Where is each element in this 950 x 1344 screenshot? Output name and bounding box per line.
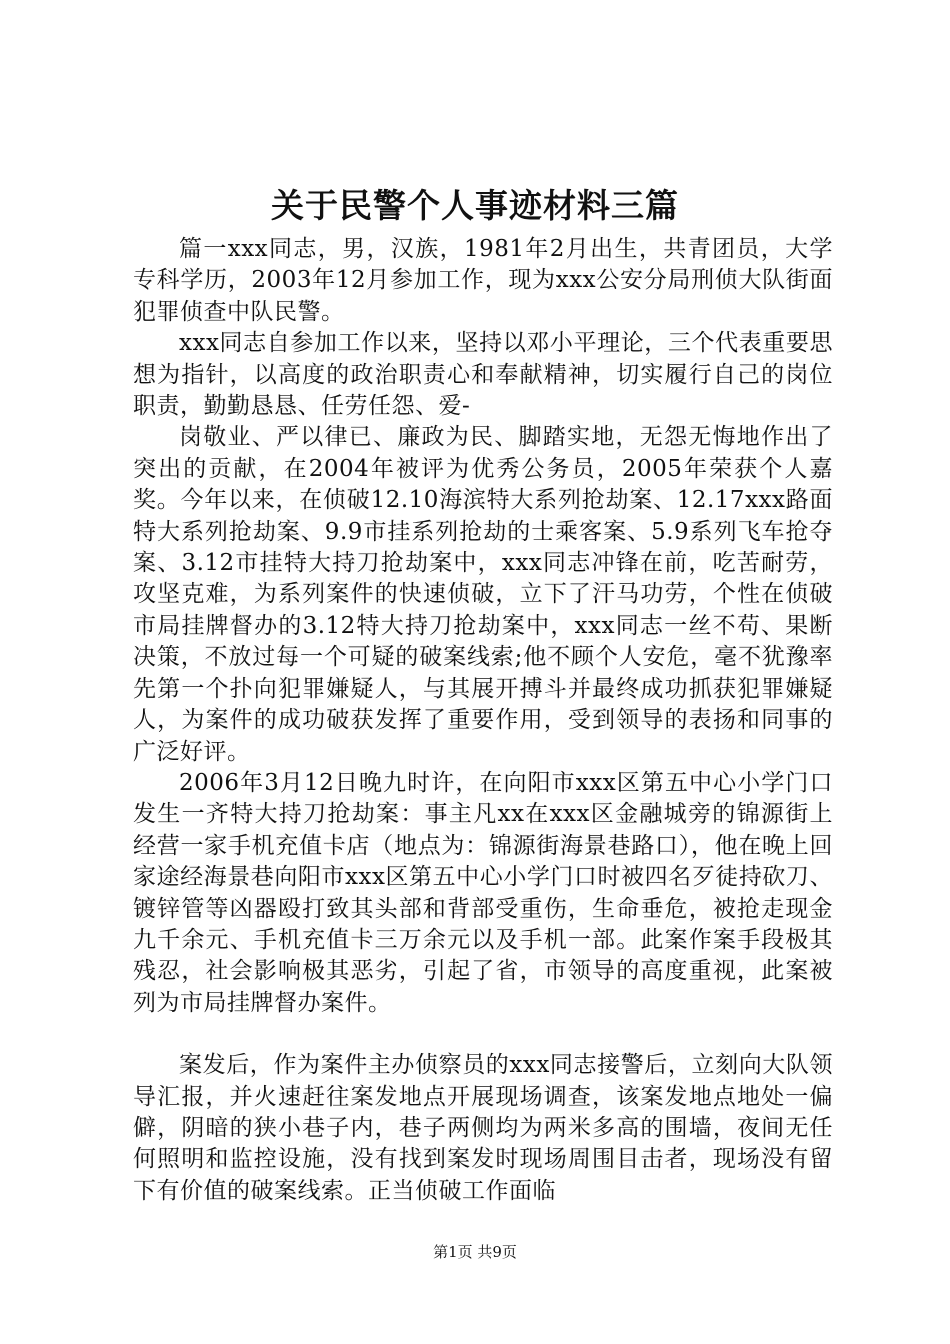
- document-title: 关于民警个人事迹材料三篇: [271, 186, 679, 225]
- paragraph-3: 岗敬业、严以律已、廉政为民、脚踏实地，无怨无悔地作出了突出的贡献，在2004年被评为优秀公务员，2005年荣获个人嘉奖。今年以来，在侦破12.10海滨特大系列抢劫案、12.17xxx路面特大系列抢劫案、9.9市挂系列抢劫的士乘客案、5.9系列飞车抢夺案、3.12市挂特大持刀抢劫案中，xxx同志冲锋在前，吃苦耐劳，攻坚克难，为系列案件的快速侦破，立下了汗马功劳，个性在侦破市局挂牌督办的3.12特大持刀抢劫案中，xxx同志一丝不苟、果断决策，不放过每一个可疑的破案线索;他不顾个人安危，毫不犹豫率先第一个扑向犯罪嫌疑人，与其展开搏斗并最终成功抓获犯罪嫌疑人，为案件的成功破获发挥了重要作用，受到领导的表扬和同事的广泛好评。: [133, 424, 833, 765]
- paragraph-1: 篇一xxx同志，男，汉族，1981年2月出生，共青团员，大学专科学历，2003年12月参加工作，现为xxx公安分局刑侦大队街面犯罪侦查中队民警。: [133, 236, 833, 325]
- paragraph-4: 2006年3月12日晚九时许，在向阳市xxx区第五中心小学门口发生一齐特大持刀抢劫案：事主凡xx在xxx区金融城旁的锦源街上经营一家手机充值卡店（地点为：锦源街海景巷路口），他在晚上回家途经海景巷向阳市xxx区第五中心小学门口时被四名歹徒持砍刀、镀锌管等凶器殴打致其头部和背部受重伤，生命垂危，被抢走现金九千余元、手机充值卡三万余元以及手机一部。此案作案手段极其残忍，社会影响极其恶劣，引起了省，市领导的高度重视，此案被列为市局挂牌督办案件。: [133, 769, 833, 1016]
- document-body: [133, 234, 833, 1207]
- paragraph-2: xxx同志自参加工作以来，坚持以邓小平理论，三个代表重要思想为指针，以高度的政治职责心和奉献精神，切实履行自己的岗位职责，勤勤恳恳、任劳任怨、爱-: [133, 330, 833, 420]
- paragraph-5: 案发后，作为案件主办侦察员的xxx同志接警后，立刻向大队领导汇报，并火速赶往案发地点开展现场调查，该案发地点地处一偏僻，阴暗的狭小巷子内，巷子两侧均为两米多高的围墙，夜间无任何照明和监控设施，没有找到案发时现场周围目击者，现场没有留下有价值的破案线索。正当侦破工作面临: [133, 1052, 833, 1204]
- page-number-footer: 第1页 共9页: [433, 1243, 517, 1261]
